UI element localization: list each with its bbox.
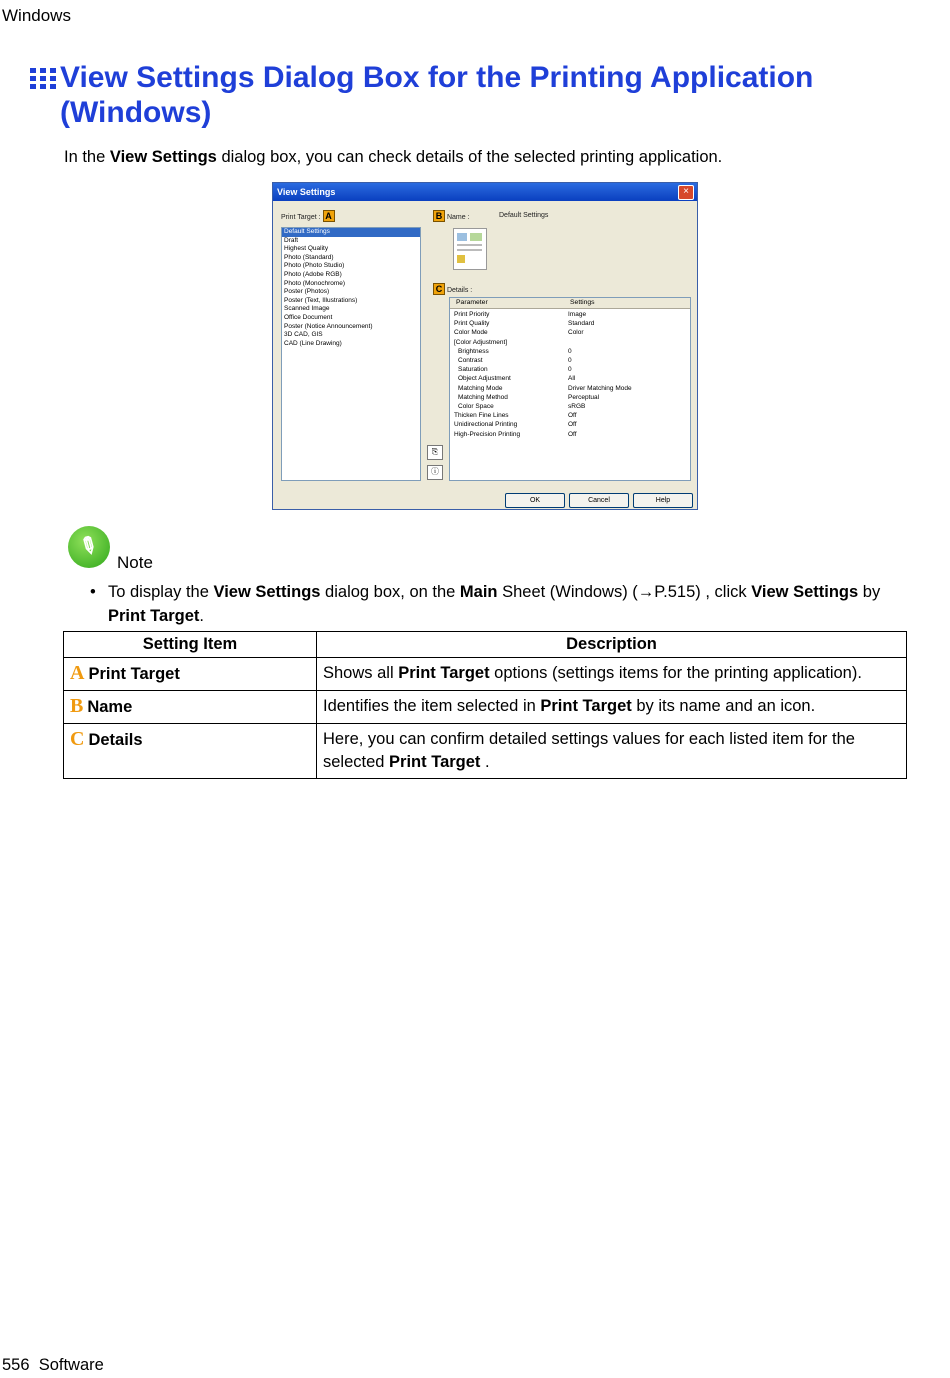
col-parameter: Parameter xyxy=(456,299,488,306)
param-value: Off xyxy=(568,430,577,438)
list-item[interactable]: Highest Quality xyxy=(284,245,329,253)
details-row xyxy=(450,310,690,319)
param-name: High-Precision Printing xyxy=(454,430,521,438)
list-item[interactable]: Default Settings xyxy=(282,228,420,237)
col-settings: Settings xyxy=(570,299,595,306)
marker-b: B xyxy=(433,210,445,222)
param-value: Standard xyxy=(568,320,595,328)
param-value: All xyxy=(568,375,576,383)
details-row xyxy=(450,338,690,347)
param-name: Brightness xyxy=(458,347,489,355)
list-item[interactable]: Photo (Monochrome) xyxy=(284,279,346,287)
param-name: Print Priority xyxy=(454,311,490,318)
running-header: Windows xyxy=(2,6,71,25)
note-label: Note xyxy=(117,553,153,572)
details-row xyxy=(450,328,690,337)
info-icon[interactable]: ⓘ xyxy=(427,465,443,480)
details-row xyxy=(450,319,690,328)
table-row: A Print Target Shows all Print Target options (settings items for the printing application). xyxy=(64,658,907,691)
param-name: Contrast xyxy=(458,357,483,364)
param-value: 0 xyxy=(568,366,572,374)
param-value: 0 xyxy=(568,357,572,364)
details-label-row: C Details : xyxy=(433,283,472,295)
param-name: Color Space xyxy=(458,403,494,410)
param-name: Color Mode xyxy=(454,329,488,337)
table-row: B Name Identifies the item selected in Print Target by its name and an icon. xyxy=(64,691,907,724)
param-value: Off xyxy=(568,421,577,429)
list-item[interactable]: Draft xyxy=(284,236,299,244)
list-item[interactable]: Photo (Standard) xyxy=(284,253,334,261)
param-name: Saturation xyxy=(458,366,488,374)
param-name: Matching Method xyxy=(458,393,508,401)
copy-icon[interactable]: ⎘ xyxy=(427,445,443,460)
details-row xyxy=(450,356,690,365)
name-label-row: B Name : xyxy=(433,210,470,222)
param-value: Color xyxy=(568,329,584,337)
table-row: C Details Here, you can confirm detailed settings values for each listed item for the selected Print Target . xyxy=(64,724,907,779)
details-row xyxy=(450,402,690,411)
th-setting-item: Setting Item xyxy=(64,632,317,658)
help-button[interactable]: Help xyxy=(633,493,693,508)
details-row xyxy=(450,393,690,402)
param-value: 0 xyxy=(568,347,572,355)
print-target-list[interactable] xyxy=(281,227,421,481)
list-item[interactable]: Photo (Adobe RGB) xyxy=(284,270,342,278)
details-list xyxy=(449,297,691,481)
param-name: [Color Adjustment] xyxy=(454,338,508,346)
cancel-button[interactable]: Cancel xyxy=(569,493,629,508)
table-header-row xyxy=(64,632,907,658)
note-pencil-icon: ✎ xyxy=(68,526,110,568)
intro-paragraph: In the View Settings dialog box, you can check details of the selected printing application. xyxy=(64,148,723,166)
param-name: Thicken Fine Lines xyxy=(454,412,509,420)
param-value: Perceptual xyxy=(568,393,600,401)
param-value: Image xyxy=(568,311,587,318)
grid-icon xyxy=(30,68,56,90)
details-row xyxy=(450,420,690,429)
page-title: View Settings Dialog Box for the Printing Application (Windows) xyxy=(60,61,814,129)
details-row xyxy=(450,347,690,356)
param-name: Print Quality xyxy=(454,320,490,328)
name-value: Default Settings xyxy=(499,212,549,219)
view-settings-dialog-screenshot xyxy=(272,182,698,510)
details-row xyxy=(450,411,690,420)
page-footer: 556 Software xyxy=(2,1356,104,1374)
list-item[interactable]: Office Document xyxy=(284,313,333,321)
param-name: Matching Mode xyxy=(458,384,503,392)
settings-thumbnail-icon xyxy=(453,228,487,270)
details-header xyxy=(450,298,690,309)
print-target-label: Print Target : A xyxy=(281,210,335,222)
param-name: Unidirectional Printing xyxy=(454,421,518,429)
details-row xyxy=(450,430,690,439)
list-item[interactable]: Poster (Text, Illustrations) xyxy=(284,296,358,304)
details-row xyxy=(450,365,690,374)
param-name: Object Adjustment xyxy=(458,375,511,383)
list-item[interactable]: Poster (Photos) xyxy=(284,288,330,296)
close-icon[interactable]: × xyxy=(678,185,694,200)
dialog-title: View Settings xyxy=(273,183,697,201)
list-item[interactable]: Poster (Notice Announcement) xyxy=(284,322,373,330)
settings-table xyxy=(63,631,907,779)
list-item[interactable]: 3D CAD, GIS xyxy=(284,331,323,339)
details-row xyxy=(450,384,690,393)
ok-button[interactable]: OK xyxy=(505,493,565,508)
marker-a: A xyxy=(323,210,335,222)
marker-c: C xyxy=(433,283,445,295)
list-item[interactable]: CAD (Line Drawing) xyxy=(284,339,342,347)
param-value: Driver Matching Mode xyxy=(568,384,632,392)
list-item[interactable]: Scanned Image xyxy=(284,305,330,313)
param-value: Off xyxy=(568,412,577,420)
details-row xyxy=(450,374,690,383)
th-description: Description xyxy=(317,632,907,658)
list-item[interactable]: Photo (Photo Studio) xyxy=(284,262,345,270)
param-value: sRGB xyxy=(568,403,586,410)
